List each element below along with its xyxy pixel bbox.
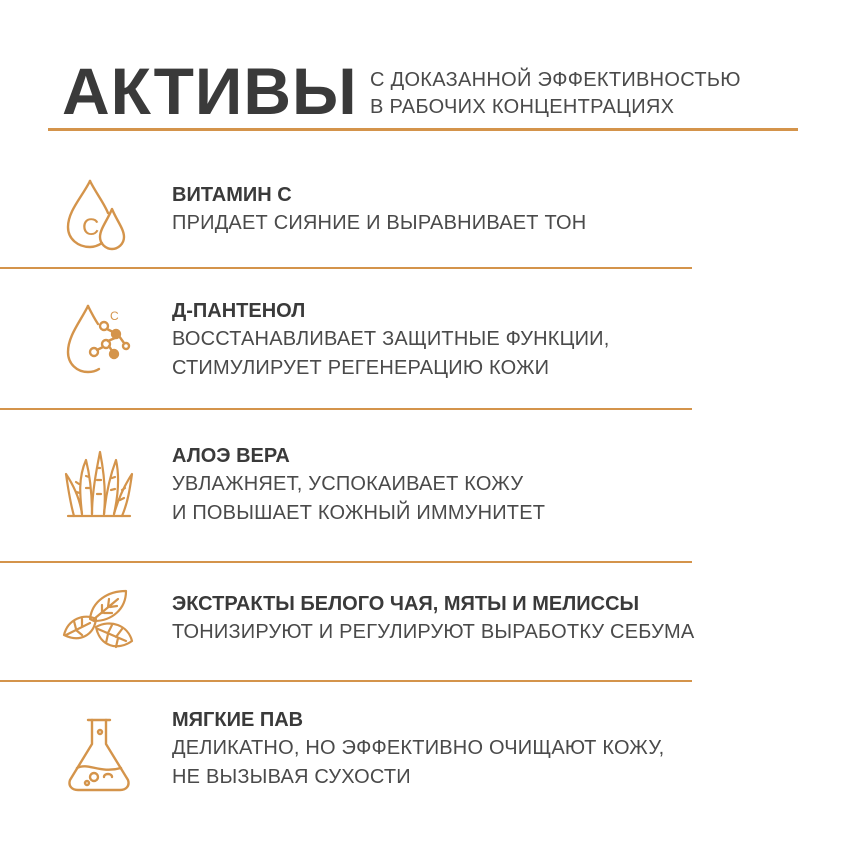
item-description-line-1: ДЕЛИКАТНО, НО ЭФФЕКТИВНО ОЧИЩАЮТ КОЖУ, bbox=[172, 737, 665, 759]
header-divider bbox=[48, 128, 798, 131]
aloe-plant-icon bbox=[60, 446, 138, 524]
svg-text:C: C bbox=[82, 214, 100, 241]
item-description-line-2: НЕ ВЫЗЫВАЯ СУХОСТИ bbox=[172, 766, 411, 788]
page-subtitle bbox=[370, 67, 741, 121]
leaves-icon bbox=[60, 585, 138, 663]
item-description-line-1: ВОССТАНАВЛИВАЕТ ЗАЩИТНЫЕ ФУНКЦИИ, bbox=[172, 328, 610, 350]
subtitle-line-2: В РАБОЧИХ КОНЦЕНТРАЦИЯХ bbox=[370, 96, 675, 118]
item-heading: МЯГКИЕ ПАВ bbox=[172, 709, 304, 731]
item-heading: ВИТАМИН С bbox=[172, 184, 292, 206]
item-description-line-1: ТОНИЗИРУЮТ И РЕГУЛИРУЮТ ВЫРАБОТКУ СЕБУМА bbox=[172, 621, 695, 643]
divider bbox=[0, 267, 692, 269]
divider bbox=[0, 561, 692, 563]
flask-icon bbox=[60, 716, 138, 794]
vitamin-c-drop-icon bbox=[60, 175, 138, 253]
divider bbox=[0, 408, 692, 410]
item-heading: АЛОЭ ВЕРА bbox=[172, 445, 290, 467]
subtitle-line-1: С ДОКАЗАННОЙ ЭФФЕКТИВНОСТЬЮ bbox=[370, 69, 741, 91]
header bbox=[62, 54, 802, 128]
page-title: АКТИВЫ bbox=[62, 54, 358, 128]
svg-text:C: C bbox=[110, 309, 119, 323]
divider bbox=[0, 680, 692, 682]
item-heading: Д-ПАНТЕНОЛ bbox=[172, 300, 306, 322]
item-description-line-1: УВЛАЖНЯЕТ, УСПОКАИВАЕТ КОЖУ bbox=[172, 473, 524, 495]
item-heading: ЭКСТРАКТЫ БЕЛОГО ЧАЯ, МЯТЫ И МЕЛИССЫ bbox=[172, 593, 640, 615]
item-description-line-2: СТИМУЛИРУЕТ РЕГЕНЕРАЦИЮ КОЖИ bbox=[172, 357, 550, 379]
item-description-line-2: И ПОВЫШАЕТ КОЖНЫЙ ИММУНИТЕТ bbox=[172, 502, 546, 524]
molecule-drop-icon bbox=[60, 302, 138, 380]
item-description-line-1: ПРИДАЕТ СИЯНИЕ И ВЫРАВНИВАЕТ ТОН bbox=[172, 212, 587, 234]
